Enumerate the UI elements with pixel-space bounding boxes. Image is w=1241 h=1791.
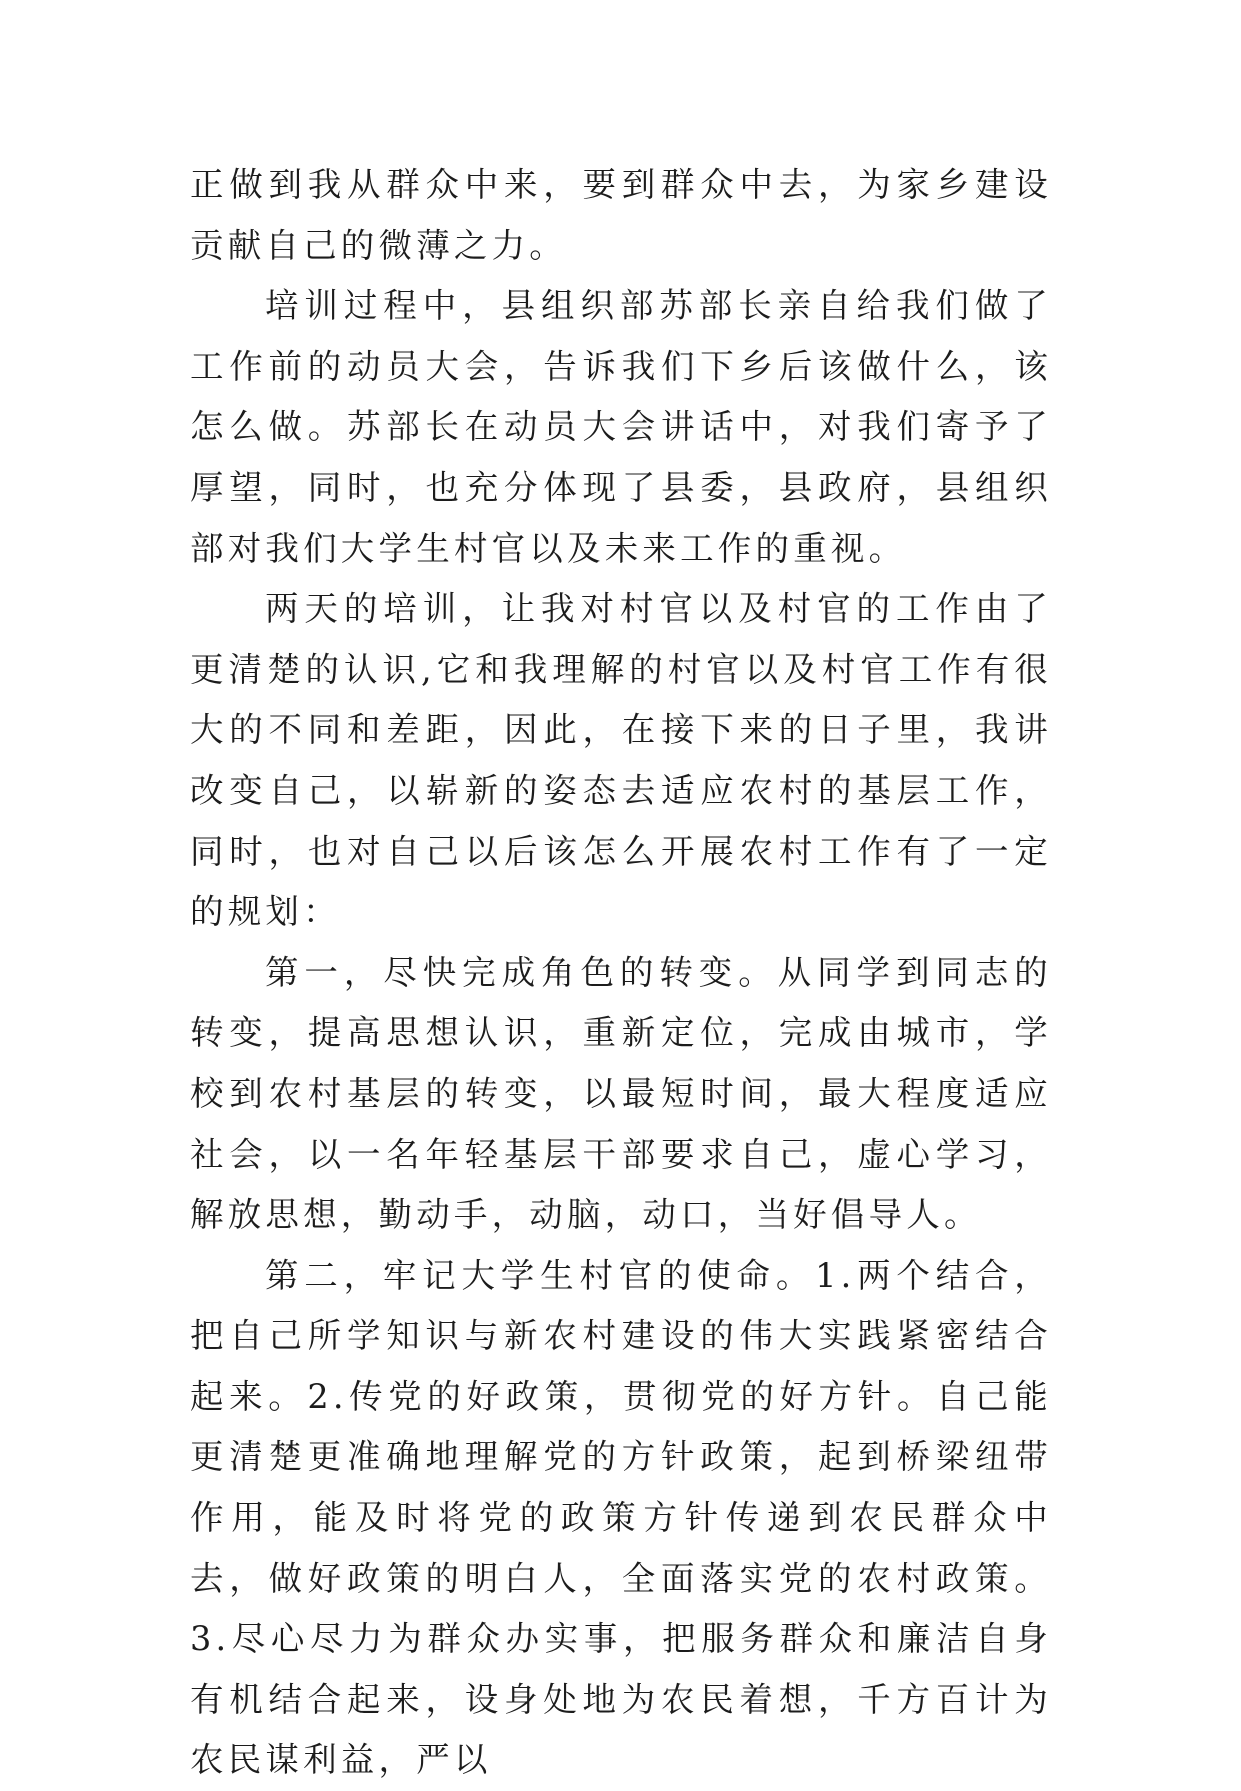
paragraph-3: 两天的培训，让我对村官以及村官的工作由了更清楚的认识,它和我理解的村官以及村官工作有很大的不同和差距，因此，在接下来的日子里，我讲改变自己，以崭新的姿态去适应农村的基层工作，同时，也对自己以后该怎么开展农村工作有了一定的规划： bbox=[190, 589, 1052, 932]
paragraph-5: 第二，牢记大学生村官的使命。1.两个结合，把自己所学知识与新农村建设的伟大实践紧密结合起来。2.传党的好政策，贯彻党的好方针。自己能更清楚更准确地理解党的方针政策，起到桥梁纽带作用，能及时将党的政策方针传递到农民群众中去，做好政策的明白人，全面落实党的农村政策。3.尽心尽力为群众办实事，把服务群众和廉洁自身有机结合起来，设身处地为农民着想，千方百计为农民谋利益，严以 bbox=[190, 1255, 1052, 1780]
paragraph-1: 正做到我从群众中来，要到群众中去，为家乡建设贡献自己的微薄之力。 bbox=[190, 165, 1052, 265]
paragraph-4: 第一，尽快完成角色的转变。从同学到同志的转变，提高思想认识，重新定位，完成由城市，学校到农村基层的转变，以最短时间，最大程度适应社会，以一名年轻基层干部要求自己，虚心学习，解放思想，勤动手，动脑，动口，当好倡导人。 bbox=[190, 952, 1052, 1235]
paragraph-2: 培训过程中，县组织部苏部长亲自给我们做了工作前的动员大会，告诉我们下乡后该做什么，该怎么做。苏部长在动员大会讲话中，对我们寄予了厚望，同时，也充分体现了县委，县政府，县组织部对我们大学生村官以及未来工作的重视。 bbox=[190, 286, 1052, 568]
body-text bbox=[190, 155, 1052, 1791]
